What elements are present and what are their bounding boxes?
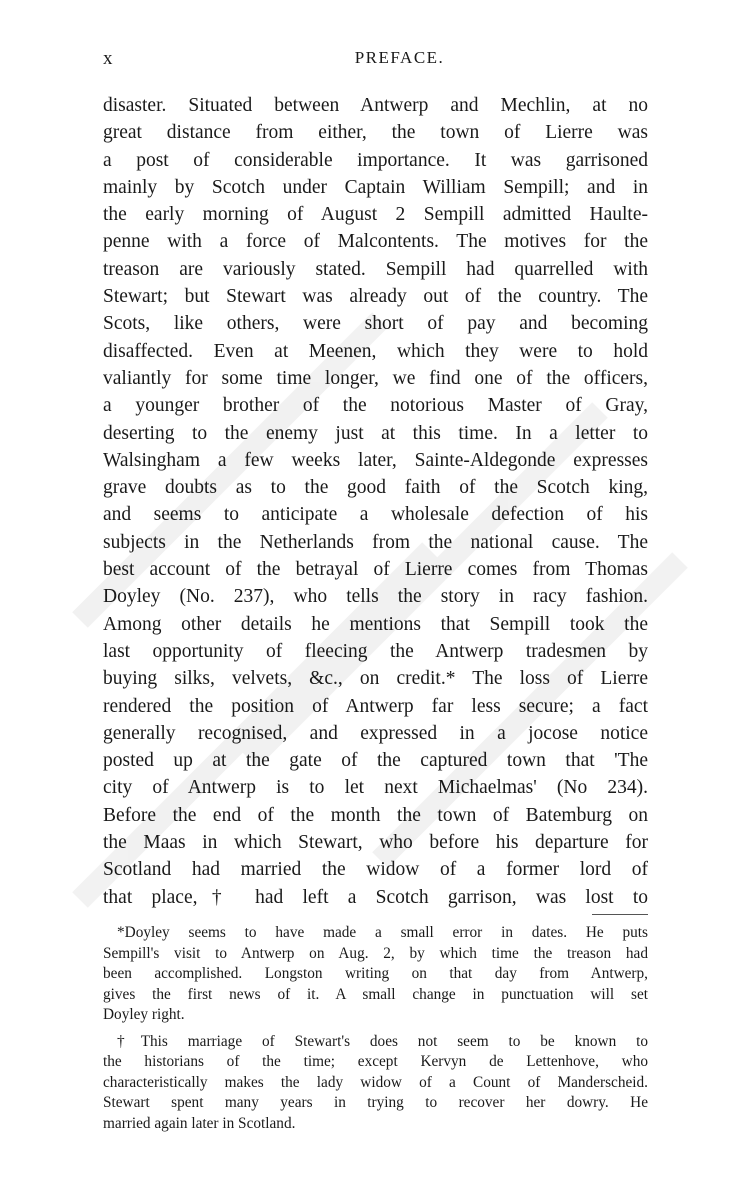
footnote-line: characteristically makes the lady widow of a Count of Manderscheid.	[103, 1073, 648, 1091]
text-line: Before the end of the month the town of Batemburg on	[103, 804, 648, 826]
footnote-line: Sempill's visit to Antwerp on Aug. 2, by which time the treason had	[103, 944, 648, 962]
text-line: a younger brother of the notorious Master of Gray,	[103, 395, 648, 417]
text-line: Walsingham a few weeks later, Sainte-Aldegonde expresses	[103, 449, 648, 471]
text-line: best account of the betrayal of Lierre comes from Thomas	[103, 559, 648, 581]
footnote	[103, 923, 648, 1026]
page-number: x	[103, 48, 114, 69]
text-line: penne with a force of Malcontents. The motives for the	[103, 231, 648, 253]
text-line: a post of considerable importance. It was garrisoned	[103, 149, 648, 171]
footnotes	[103, 923, 648, 1140]
text-line: buying silks, velvets, &c., on credit.* The loss of Lierre	[103, 668, 648, 690]
text-line: disaffected. Even at Meenen, which they were to hold	[103, 340, 648, 362]
running-head: PREFACE.	[354, 48, 445, 67]
footnote-line: †This marriage of Stewart's does not seem to be known to	[117, 1032, 648, 1050]
footnote-line: Doyley right.	[103, 1006, 185, 1023]
text-line: the early morning of August 2 Sempill admitted Haulte-	[103, 204, 648, 226]
text-line: Scotland had married the widow of a former lord of	[103, 859, 648, 881]
footnote-line: the historians of the time; except Kervyn de Lettenhove, who	[103, 1053, 648, 1070]
text-line: that place,† had left a Scotch garrison, was lost to	[103, 886, 648, 908]
footnote-line: Stewart spent many years in trying to recover her dowry. He	[103, 1094, 648, 1111]
page-header	[103, 48, 648, 76]
footnote	[103, 1032, 648, 1135]
text-line: Among other details he mentions that Sempill took the	[103, 613, 648, 635]
text-line: Scots, like others, were short of pay and becoming	[103, 313, 648, 335]
footnote-line: *Doyley seems to have made a small error in dates. He puts	[117, 924, 648, 941]
text-line: deserting to the enemy just at this time. In a letter to	[103, 422, 648, 444]
text-line: great distance from either, the town of Lierre was	[103, 122, 648, 144]
footnote-line: been accomplished. Longston writing on that day from Antwerp,	[103, 965, 648, 982]
text-line: disaster. Situated between Antwerp and Mechlin, at no	[103, 95, 648, 116]
text-line: the Maas in which Stewart, who before his departure for	[103, 832, 648, 854]
text-line: grave doubts as to the good faith of the Scotch king,	[103, 477, 648, 499]
text-line: city of Antwerp is to let next Michaelmas' (No 234).	[103, 777, 648, 799]
main-text	[103, 92, 648, 911]
footnote-divider	[592, 914, 648, 915]
text-line: rendered the position of Antwerp far less secure; a fact	[103, 695, 648, 717]
text-line: and seems to anticipate a wholesale defection of his	[103, 504, 648, 526]
text-line: valiantly for some time longer, we find one of the officers,	[103, 367, 648, 389]
text-line: mainly by Scotch under Captain William Sempill; and in	[103, 176, 648, 198]
footnote-line: married again later in Scotland.	[103, 1114, 296, 1132]
text-line: generally recognised, and expressed in a jocose notice	[103, 722, 648, 744]
footnote-line: gives the first news of it. A small change in punctuation will set	[103, 985, 648, 1003]
text-line: Doyley (No. 237), who tells the story in racy fashion.	[103, 586, 648, 608]
text-line: last opportunity of fleecing the Antwerp tradesmen by	[103, 640, 648, 662]
text-line: treason are variously stated. Sempill had quarrelled with	[103, 258, 648, 280]
text-line: posted up at the gate of the captured town that 'The	[103, 750, 648, 772]
text-line: subjects in the Netherlands from the national cause. The	[103, 531, 648, 553]
text-line: Stewart; but Stewart was already out of the country. The	[103, 286, 648, 308]
